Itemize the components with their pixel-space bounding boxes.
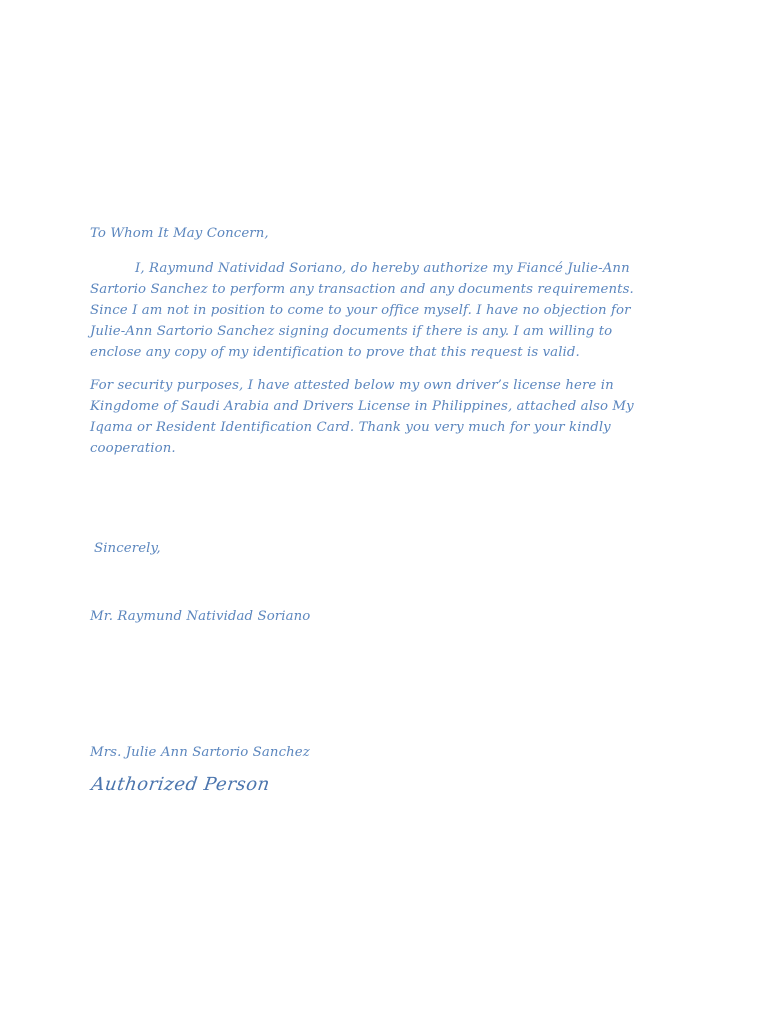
authorized-person-name: Mrs. Julie Ann Sartorio Sanchez	[90, 745, 310, 760]
body-paragraph-authorization: I, Raymund Natividad Soriano, do hereby authorize my Fiancé Julie-Ann Sartorio Sanchez to perform any transaction and any documents requirements. Since I am not in position to come to your office myself. I have no objection for Julie-Ann Sartorio Sanchez signing documents if there is any. I am willing to enclose any copy of my identification to prove that this request is valid.	[90, 261, 634, 360]
closing: Sincerely,	[94, 541, 161, 556]
body-paragraph-security: For security purposes, I have attested below my own driver’s license here in Kingdome of Saudi Arabia and Drivers License in Philippines, attached also My Iqama or Resident Identification Card. Thank you very much for your kindly cooperation.	[90, 378, 634, 456]
signer-name: Mr. Raymund Natividad Soriano	[90, 609, 311, 624]
authorized-person-label: Authorized Person	[90, 774, 272, 795]
salutation: To Whom It May Concern,	[90, 226, 269, 241]
